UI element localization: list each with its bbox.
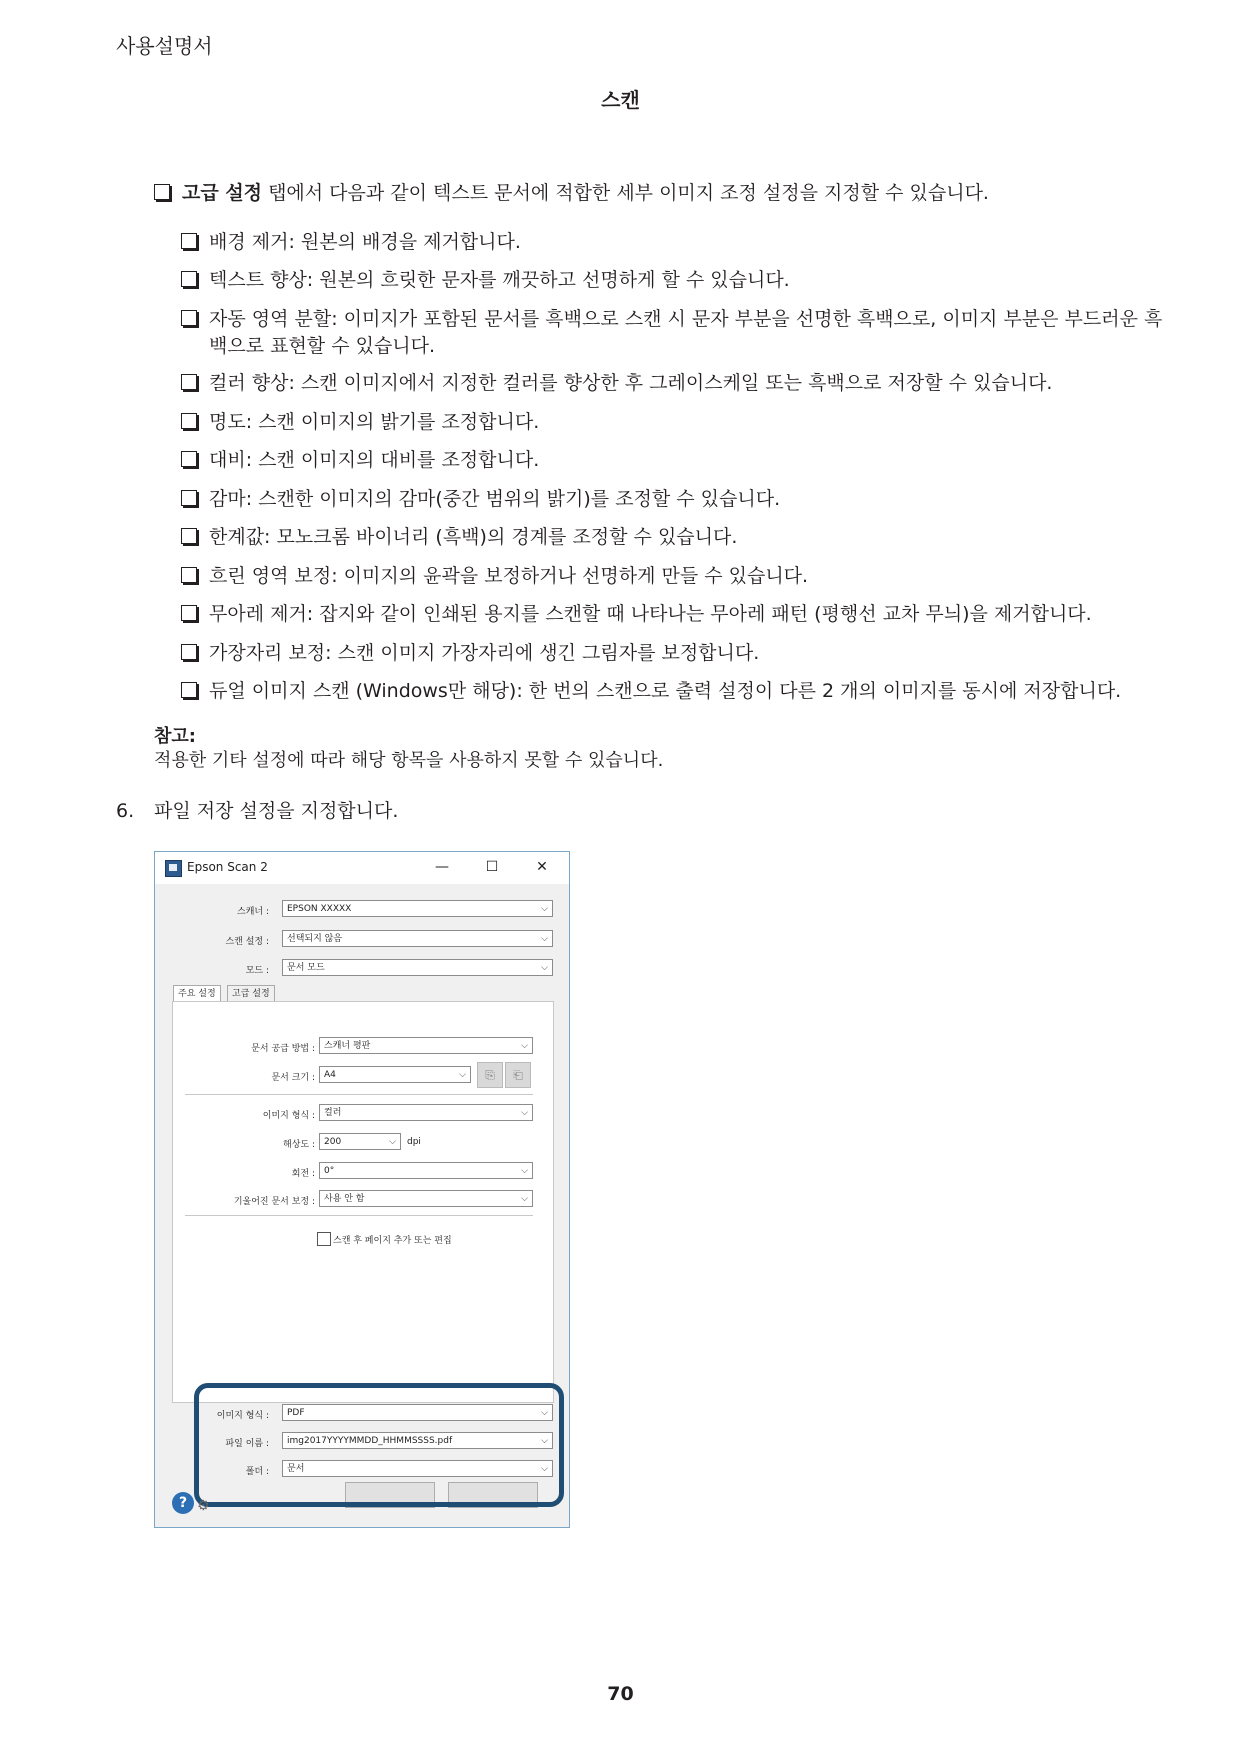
chevron-down-icon: ⌵ [541,1464,548,1474]
checkbox-bullet-icon [181,271,197,287]
list-item-text: 명도: 스캔 이미지의 밝기를 조정합니다. [209,411,540,433]
main-settings-panel [172,1001,554,1403]
checkbox-bullet-icon [181,605,197,621]
tab-main-settings[interactable]: 주요 설정 [173,985,221,1003]
add-edit-pages-checkbox[interactable] [317,1232,331,1246]
intro-text: 탭에서 다음과 같이 텍스트 문서에 적합한 세부 이미지 조정 설정을 지정할 수 있습니다. [262,182,989,204]
maximize-button[interactable]: ☐ [485,859,499,875]
mode-select[interactable] [282,959,553,976]
chevron-down-icon: ⌵ [521,1041,528,1051]
checkbox-bullet-icon [181,567,197,583]
scan-setting-select[interactable] [282,930,553,947]
epson-scan-window [154,851,570,1528]
resolution-unit: dpi [407,1137,421,1147]
close-button[interactable]: ✕ [536,859,548,875]
minimize-button[interactable]: — [435,859,449,875]
add-edit-pages-label: 스캔 후 페이지 추가 또는 편집 [333,1236,452,1246]
step-6 [116,796,398,823]
chevron-down-icon: ⌵ [541,1436,548,1446]
folder-value: 문서 [287,1464,305,1474]
checkbox-bullet-icon [181,233,197,249]
checkbox-bullet-icon [181,528,197,544]
window-titlebar [155,852,569,884]
step-number: 6. [116,800,135,822]
list-item [181,445,539,472]
document-source-select[interactable] [319,1037,533,1054]
checkbox-bullet-icon [154,184,170,200]
step-text: 파일 저장 설정을 지정합니다. [154,800,399,822]
checkbox-bullet-icon [181,413,197,429]
mode-value: 문서 모드 [287,963,325,973]
checkbox-bullet-icon [181,682,197,698]
checkbox-bullet-icon [181,374,197,390]
window-title: Epson Scan 2 [187,860,268,874]
chevron-down-icon: ⌵ [541,963,548,973]
file-name-label: 파일 이름 : [225,1439,269,1449]
document-size-select[interactable] [319,1066,471,1083]
portrait-orientation-icon[interactable]: ⎘ [477,1062,503,1088]
list-item [181,561,808,588]
list-item-text: 대비: 스캔 이미지의 대비를 조정합니다. [209,449,540,471]
scan-setting-value: 선택되지 않음 [287,934,343,944]
list-item-text: 자동 영역 분할: 이미지가 포함된 문서를 흑백으로 스캔 시 문자 부분을 선명한 흑백으로, 이미지 부분은 부드러운 흑 [209,308,1163,330]
mode-label: 모드 : [245,966,269,976]
list-item-text: 무아레 제거: 잡지와 같이 인쇄된 용지를 스캔할 때 나타나는 무아레 패턴 (평행선 교차 무늬)을 제거합니다. [209,603,1092,625]
tab-advanced-settings[interactable]: 고급 설정 [227,985,275,1002]
landscape-orientation-icon[interactable]: ⎗ [505,1062,531,1088]
list-item [181,407,539,434]
list-item-text: 감마: 스캔한 이미지의 감마(중간 범위의 밝기)를 조정할 수 있습니다. [209,488,781,510]
help-icon[interactable]: ? [172,1492,194,1514]
list-item [181,227,521,254]
image-type-select[interactable] [319,1104,533,1121]
file-format-label: 이미지 형식 : [216,1411,269,1421]
image-type-value: 컬러 [324,1108,342,1118]
chevron-down-icon: ⌵ [541,934,548,944]
document-source-label: 문서 공급 방법 : [251,1044,315,1054]
list-item-text: 한계값: 모노크롬 바이너리 (흑백)의 경계를 조정할 수 있습니다. [209,526,738,548]
checkbox-bullet-icon [181,310,197,326]
scanner-select[interactable] [282,900,553,917]
list-item [181,676,1121,703]
list-item [181,638,759,665]
note-text: 적용한 기타 설정에 따라 해당 항목을 사용하지 못할 수 있습니다. [154,750,664,771]
folder-label: 폴더 : [245,1467,269,1477]
page-number: 70 [607,1683,634,1705]
checkbox-bullet-icon [181,451,197,467]
resolution-select[interactable] [319,1133,401,1150]
list-item [181,599,1092,626]
list-item-text: 텍스트 향상: 원본의 흐릿한 문자를 깨끗하고 선명하게 할 수 있습니다. [209,269,790,291]
list-item-text: 가장자리 보정: 스캔 이미지 가장자리에 생긴 그림자를 보정합니다. [209,642,760,664]
skew-correction-select[interactable] [319,1190,533,1207]
divider [185,1094,533,1095]
checkbox-bullet-icon [181,490,197,506]
resolution-value: 200 [324,1137,342,1147]
skew-correction-label: 기울어진 문서 보정 : [233,1197,315,1207]
list-item [181,265,790,292]
intro-bullet [154,178,989,205]
chevron-down-icon: ⌵ [389,1137,396,1147]
chevron-down-icon: ⌵ [541,1408,548,1418]
scanner-value: EPSON XXXXX [287,904,352,914]
list-item-text: 컬러 향상: 스캔 이미지에서 지정한 컬러를 향상한 후 그레이스케일 또는 흑백으로 저장할 수 있습니다. [209,372,1053,394]
rotate-value: 0° [324,1166,335,1176]
skew-correction-value: 사용 안 함 [324,1194,365,1204]
chevron-down-icon: ⌵ [459,1070,466,1080]
list-item [181,484,780,511]
resolution-label: 해상도 : [283,1140,315,1150]
document-title: 사용설명서 [116,34,213,58]
chevron-down-icon: ⌵ [541,904,548,914]
list-item-text: 흐린 영역 보정: 이미지의 윤곽을 보정하거나 선명하게 만들 수 있습니다. [209,565,809,587]
list-item-text: 듀얼 이미지 스캔 (Windows만 해당): 한 번의 스캔으로 출력 설정이 다른 2 개의 이미지를 동시에 저장합니다. [209,680,1122,702]
rotate-select[interactable] [319,1162,533,1179]
document-source-value: 스캐너 평판 [324,1041,371,1051]
chevron-down-icon: ⌵ [521,1166,528,1176]
file-name-value: img2017YYYYMMDD_HHMMSSSS.pdf [287,1436,453,1446]
gear-icon[interactable]: ⚙ [197,1498,210,1514]
list-item-continuation: 백으로 표현할 수 있습니다. [209,335,436,357]
checkbox-bullet-icon [181,644,197,660]
intro-bold: 고급 설정 [182,182,263,204]
scanner-app-icon [165,860,182,877]
section-title: 스캔 [601,88,640,112]
file-save-settings-highlight [194,1383,564,1507]
chevron-down-icon: ⌵ [521,1194,528,1204]
list-item [181,368,1052,395]
list-item [181,522,737,549]
document-size-label: 문서 크기 : [271,1073,315,1083]
list-item [181,304,1162,358]
chevron-down-icon: ⌵ [521,1108,528,1118]
file-format-value: PDF [287,1408,305,1418]
image-type-label: 이미지 형식 : [262,1111,315,1121]
note-title: 참고: [154,726,196,747]
divider [185,1215,533,1216]
document-size-value: A4 [324,1070,336,1080]
scan-setting-label: 스캔 설정 : [225,937,269,947]
rotate-label: 회전 : [291,1169,315,1179]
scanner-label: 스캐너 : [237,907,269,917]
list-item-text: 배경 제거: 원본의 배경을 제거합니다. [209,231,521,253]
